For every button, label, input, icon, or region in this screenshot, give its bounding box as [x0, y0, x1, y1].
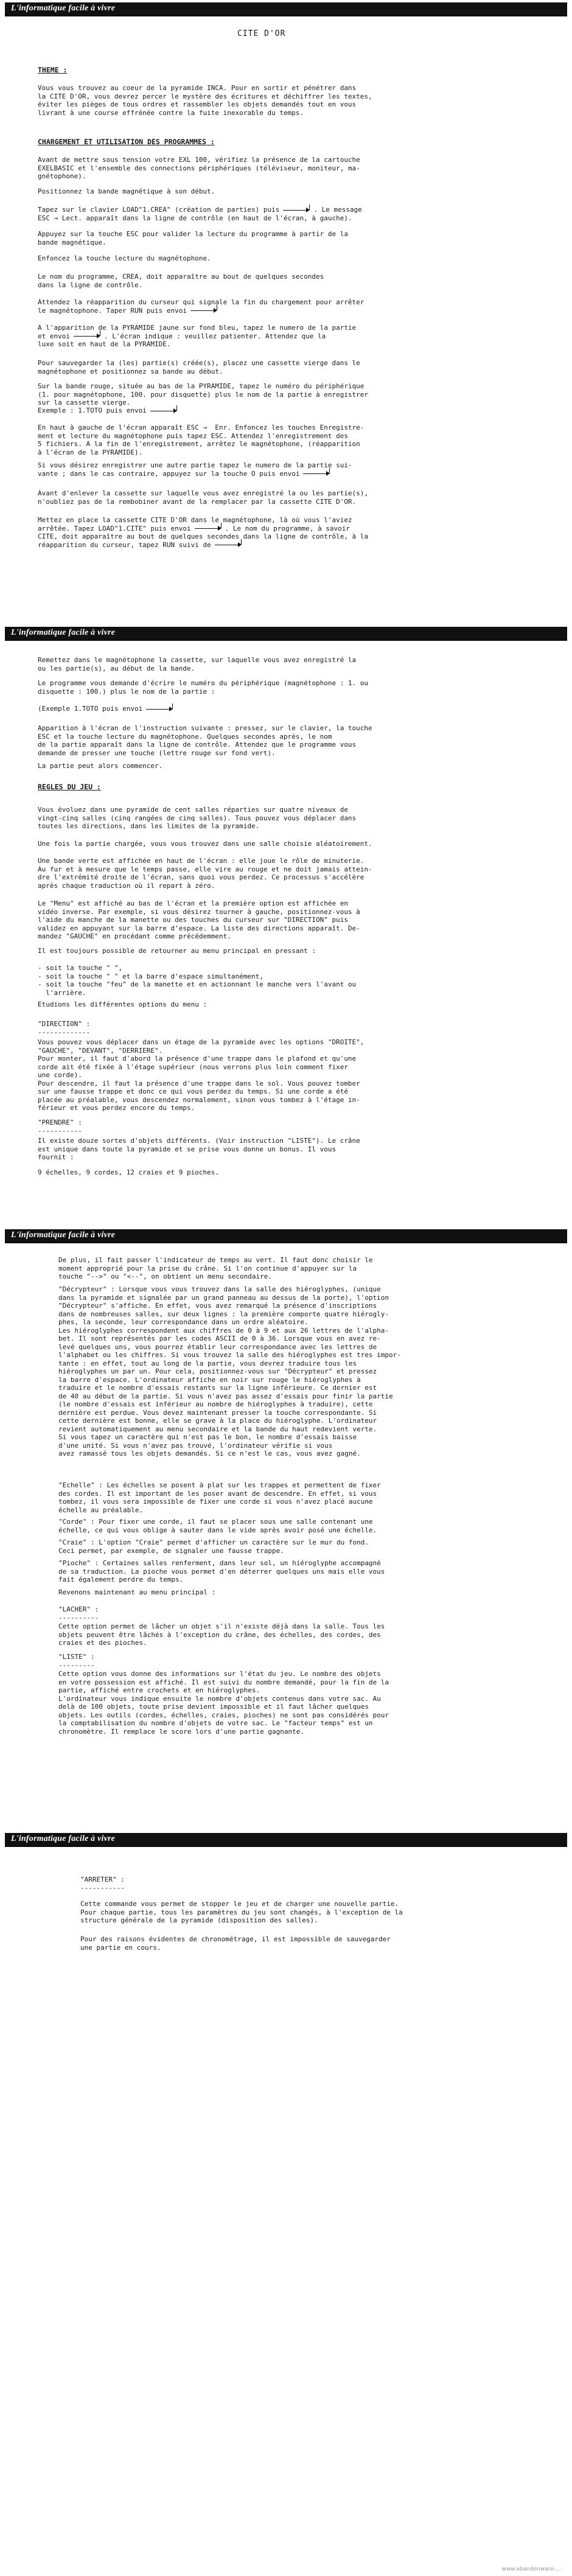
stop-text-2: Pour des raisons évidentes de chronométrage, il est impossible de sauvegarder une partie en cours. [80, 1935, 391, 1952]
enter-key-icon [150, 408, 177, 414]
para-load-crea-b: . Le message ESC → Lect. apparaît dans la ligne de contrôle (en haut de l'écran, à gauche). [38, 206, 362, 222]
para-load-cite [38, 516, 368, 549]
page-title: CITE D'OR [237, 29, 286, 38]
rules-options-intro: Etudions les différentes options du menu : [38, 1000, 208, 1008]
para-load-crea [38, 206, 362, 222]
banner-label: L'informatique facile à vivre [11, 628, 116, 637]
para-pyramid-number-a: A l'apparition de la PYRAMIDE jaune sur fond bleu, tapez le numero de la partie et envoi [38, 324, 357, 340]
para-rewind-tape: Remettez dans le magnétophone la cassette, sur laquelle vous avez enregistré la ou les partie(s), au début de la bande. [38, 656, 357, 672]
para-esc-validate: Appuyez sur la touche ESC pour valider la lecture du programme à partir de la bande magnétique. [38, 230, 348, 246]
rules-random-room: Une fois la partie chargée, vous vous trouvez dans une salle choisie aléatoirement. [38, 840, 372, 848]
take-items: 9 échelles, 9 cordes, 12 craies et 9 pioches. [38, 1168, 220, 1176]
ladder-text: "Echelle" : Les échelles se posent à plat sur les trappes et permettent de fixer des cordes. Il est important de les poser avant de descendre. En effet, si vous tombez, il vous sera impossible de fixer une corde si vous n'avez placé aucune échelle au préalable. [58, 1481, 381, 1514]
para-example-text: (Exemple 1.TOTO puis envoi [38, 705, 143, 713]
para-pyramid-number [38, 324, 356, 349]
para-example [38, 705, 176, 713]
rules-timer: Une bande verte est affichée en haut de l'écran : elle joue le rôle de minuterie. Au fur et à mesure que le temps passe, elle vire au rouge et ne doit jamais attein- dre l'extrémité droite de l'écran, sans quoi vous perdez. Ce processus s'accélère après chaque traduction où il repart à zéro. [38, 857, 372, 890]
para-load-cite-b: . Le nom du programme, à savoir CITE, doit apparaître au bout de quelques secondes dans la ligne de contrôle, à la réapparition du curseur, tapez RUN suivi de [38, 524, 369, 549]
drop-text: Cette option permet de lâcher un objet s'il n'existe déjà dans la salle. Tous les objets peuvent être lâchés à l'exception du crâne, des échelles, des cordes, des craies et des pioches. [58, 1622, 385, 1647]
pickaxe-text: "Pioche" : Certaines salles renferment, dans leur sol, un hiéroglyphe accompagné de sa traduction. La pioche vous permet d'en déterrer quelques uns mais elle vous fait également perdre du temps. [58, 1559, 385, 1583]
enter-key-icon [215, 542, 242, 548]
para-play-button: Enfoncez la touche lecture du magnétophone. [38, 254, 211, 262]
para-load-crea-a: Tapez sur le clavier LOAD"1.CREA" (création de parties) puis [38, 206, 280, 214]
para-pyramid-number-b: . L'écran indique : veuillez patienter. Attendez que la luxe soit en haut de la PYRAMIDE. [38, 332, 326, 348]
decoder-text: "Décrypteur" : Lorsque vous vous trouvez dans la salle des hiéroglyphes, (unique dans la pyramide et signalée par un grand panneau au dessus de la porte), l'option "Décrypteur" s'affiche. En effet, vous avez remarqué la présence d'inscriptions dans de nombreuses salles, sur deux lignes : la première comporte quatre hiérogly- phes, la seconde, leur correspondance dans un ordre aléatoire. Les hiéroglyphes correspondent aux chiffres de 0 à 9 et aux 26 lettres de l'alpha- bet. Il sont représentés par les codes ASCII de 0 à 36. Lorsque vous en avez re- levé quelques uns, vous pourrez établir leur correspondance avec les lettres de l'alphabet ou les chiffres. Si vous trouvez la salle des hiéroglyphes est tres impor- tante : en effet, tout au long de la partie, vous devrez traduire tous les hiéroglyphes un par un. Pour cela, positionnez-vous sur "Décrypteur" et pressez la barre d'espace. L'ordinateur affiche en noir sur rouge le hiéroglyphes à traduire et le nombre d'essais restants sur la ligne inférieure. Ce dernier est de 40 au début de la partie. Si vous n'avez pas assez d'essais pour finir la partie (le nombre d'essais est inférieur au nombre de hiéroglyphes à traduire), cette dernière est perdue. Vous devez maintenant presser la touche correspondante. Si cette dernière est bonne, elle se grave à la place du hiéroglyphe. L'ordinateur revient automatiquement au menu secondaire et la bande du haut redevient verte. Si vous tapez un caractère qui n'est pas le bon, le nombre d'essais baisse d'une unité. Si vous n'avez pas trouvé, l'ordinateur vérifie si vous avez ramassé tous les objets demandés. Si ce n'est le cas, vous avez gagné. [58, 1285, 401, 1457]
para-rewind: Avant d'enlever la cassette sur laquelle vous avez enregistré la ou les partie(s), n'oubliez pas de la rembobiner avant de la remplacer par la cassette CITE D'OR. [38, 489, 369, 506]
page-2 [0, 627, 572, 1248]
para-load-cite-a: Mettez en place la cassette CITE D'OR dans le magnétophone, là où vous l'aviez arrêtée. Tapez LOAD"1.CITE" puis envoi [38, 516, 352, 532]
theme-text: Vous vous trouvez au coeur de la pyramide INCA. Pour en sortir et pénétrer dans la CITE D'OR, vous devrez percer le mystère des écritures et déchiffrer les textes, éviter les pièges de tous ordres et rassembler les objets demandés tout en vous livrant à une course effrénée contre la fuite inexorable du temps. [38, 84, 372, 117]
direction-heading: "DIRECTION" : ------------- [38, 1020, 91, 1036]
stop-text: Cette commande vous permet de stopper le jeu et de charger une nouvelle partie. Pour chaque partie, tous les paramètres du jeu sont changés, à l'exception de la structure générale de la pyramide (disposition des salles). [80, 1900, 403, 1924]
para-cursor-run [38, 298, 364, 315]
enter-key-icon [195, 526, 221, 531]
para-esc-record: En haut à gauche de l'écran apparaît ESC → Enr. Enfoncez les touches Enregistre- ment et lecture du magnétophone puis tapez ESC. Attendez l'enregistrement des 5 fichiers. A la fin de l'enregistrement, arrêtez le magnétophone, (réapparition à l'écran de la PYRAMIDE). [38, 424, 364, 456]
page-banner [5, 1833, 567, 1847]
rope-text: "Corde" : Pour fixer une corde, il faut se placer sous une salle contenant une échelle, ce qui vous oblige à sauter dans le vide après avoir posé une échelle. [58, 1518, 377, 1534]
page-banner [5, 1229, 567, 1243]
page-4 [0, 1833, 572, 2576]
watermark: www.abandonware-… [501, 2566, 561, 2572]
enter-key-icon [283, 208, 310, 213]
page-3 [0, 1229, 572, 1844]
back-to-menu: Revenons maintenant au menu principal : [58, 1588, 216, 1596]
drop-heading: "LACHER" : ---------- [58, 1605, 99, 1622]
rules-menu: Le "Menu" est affiché au bas de l'écran et la première option est affichée en vidéo inverse. Par exemple, si vous désirez tourner à gauche, positionnez-vous à l'aide du manche de la manette ou des touches du curseur sur "DIRECTION" puis validez en appuyant sur la barre d'espace. La liste des directions apparaît. De- mandez "GAUCHE" en procédant comme précédemment. [38, 899, 360, 940]
banner-label: L'informatique facile à vivre [11, 4, 116, 13]
para-program-name: Le nom du programme, CREA, doit apparaître au bout de quelques secondes dans la ligne de contrôle. [38, 273, 324, 289]
rules-pyramid: Vous évoluez dans une pyramide de cent salles réparties sur quatre niveaux de vingt-cinq salles (cinq rangées de cinq salles). Tous pouvez vous déplacer dans toutes les directions, dans les limites de la pyramide. [38, 806, 357, 830]
enter-key-icon [303, 471, 330, 476]
direction-text: Vous pouvez vous déplacer dans un étage de la pyramide avec les options "DROITE", "GAUCHE", "DEVANT", "DERRIERE". Pour monter, il faut d'abord la présence d'une trappe dans le plafond et qu'une corde ait été fixée à l'étage supérieur (nous verrons plus loin comment fixer une corde). Pour descendre, il faut la présence d'une trappe dans le sol. Vous pouvez tomber sur une fausse trappe et donc ce qui vous perdez du temps. Si une corde a été placée au préalable, vous descendez normalement, sinon vous tombez à l'étage in- férieur et vous perdez encore du temps. [38, 1038, 364, 1112]
list-heading: "LISTE" : --------- [58, 1653, 95, 1669]
para-example-toto-text: Exemple : 1.TOTO puis envoi [38, 407, 147, 414]
enter-key-icon [190, 308, 217, 313]
para-skull-time: De plus, il fait passer l'indicateur de temps au vert. Il faut donc choisir le moment approprié pour la prise du crâne. Si l'on continue d'appuyer sur la touche "-->" ou "<--", on obtient un menu secondaire. [58, 1256, 373, 1280]
para-save-games: Pour sauvegarder la (les) partie(s) créée(s), placez une cassette vierge dans le magnétophone et positionnez sa bande au début. [38, 359, 360, 375]
para-game-start: La partie peut alors commencer. [38, 762, 163, 770]
take-text: Il existe douze sortes d'objets différents. (Voir instruction "LISTE"). Le crâne est unique dans toute la pyramide et se prise vous donne un bonus. Il vous fournit : [38, 1137, 360, 1161]
theme-heading: THEME : [38, 66, 68, 74]
para-tape-start: Positionnez la bande magnétique à son début. [38, 187, 215, 195]
page-banner [5, 2, 567, 16]
chalk-text: "Craie" : L'option "Craie" permet d'afficher un caractère sur le mur du fond. Ceci permet, par exemple, de signaler une fausse trappe. [58, 1538, 369, 1555]
para-example-toto [38, 407, 181, 415]
banner-label: L'informatique facile à vivre [11, 1834, 116, 1843]
rules-return-menu: Il est toujours possible de retourner au menu principal en pressant : [38, 947, 316, 955]
stop-heading: "ARRETER" : ----------- [80, 1876, 125, 1892]
enter-key-icon [74, 333, 100, 339]
banner-label: L'informatique facile à vivre [11, 1230, 116, 1240]
loading-heading: CHARGEMENT ET UTILISATION DES PROGRAMMES : [38, 138, 215, 146]
page-1 [0, 0, 572, 499]
list-text: Cette option vous donne des informations sur l'état du jeu. Le nombre des objets en votre possession est affiché. Il est suivi du nombre demandé, pour la fin de la partie, affiché entre crochets et en hiéroglyphes. L'ordinateur vous indique ensuite le nombre d'objets contenus dans votre sac. Au delà de 100 objets, toute prise devient impossible et il faut lâcher quelques objets. Les outils (cordes, échelles, craies, pioches) ne sont pas considérés pour la comptabilisation du nombre d'objets de votre sac. Le "facteur temps" est un chronomètre. Il remplace le score lors d'une partie gagnante. [58, 1670, 389, 1736]
rules-heading: REGLES DU JEU : [38, 783, 101, 791]
para-cursor-run-text: Attendez la réapparition du curseur qui signale la fin du chargement pour arrêter le magnétophone. Taper RUN puis envoi [38, 298, 364, 315]
para-power-on: Avant de mettre sous tension votre EXL 100, vérifiez la présence de la cartouche EXELBASIC et l'ensemble des connections périphériques (téléviseur, moniteur, ma- gnétophone). [38, 156, 360, 180]
para-red-band: Sur la bande rouge, située au bas de la PYRAMIDE, tapez le numéro du périphérique (1. pour magnétophone, 100. pour disquette) plus le nom de la partie à enregistrer sur la cassette vierge. [38, 382, 369, 407]
enter-key-icon [146, 707, 173, 712]
para-another-game-text: Si vous désirez enregistrer une autre partie tapez le numero de la partie sui- vante ; dans le cas contraire, appuyez sur la touche O puis envoi [38, 461, 352, 478]
rules-keys-list: - soit la touche " ", - soit la touche " " et la barre d'espace simultanément, - soit la touche "feu" de la manette et en actionnant le manche vers l'avant ou l'arrière. [38, 964, 357, 997]
take-heading: "PRENDRE" : ----------- [38, 1119, 82, 1135]
para-instruction: Apparition à l'écran de l'instruction suivante : pressez, sur le clavier, la touche ESC et la touche lecture du magnétophone. Quelques secondes après, le nom de la partie apparaît dans la ligne de contrôle. Attendez que le programme vous demande de presser une touche (lettre rouge sur fond vert). [38, 724, 372, 757]
page-banner [5, 627, 567, 641]
para-device-number: Le programme vous demande d'écrire le numéro du périphérique (magnétophone : 1. ou disquette : 100.) plus le nom de la partie : [38, 679, 369, 696]
para-another-game [38, 461, 352, 478]
